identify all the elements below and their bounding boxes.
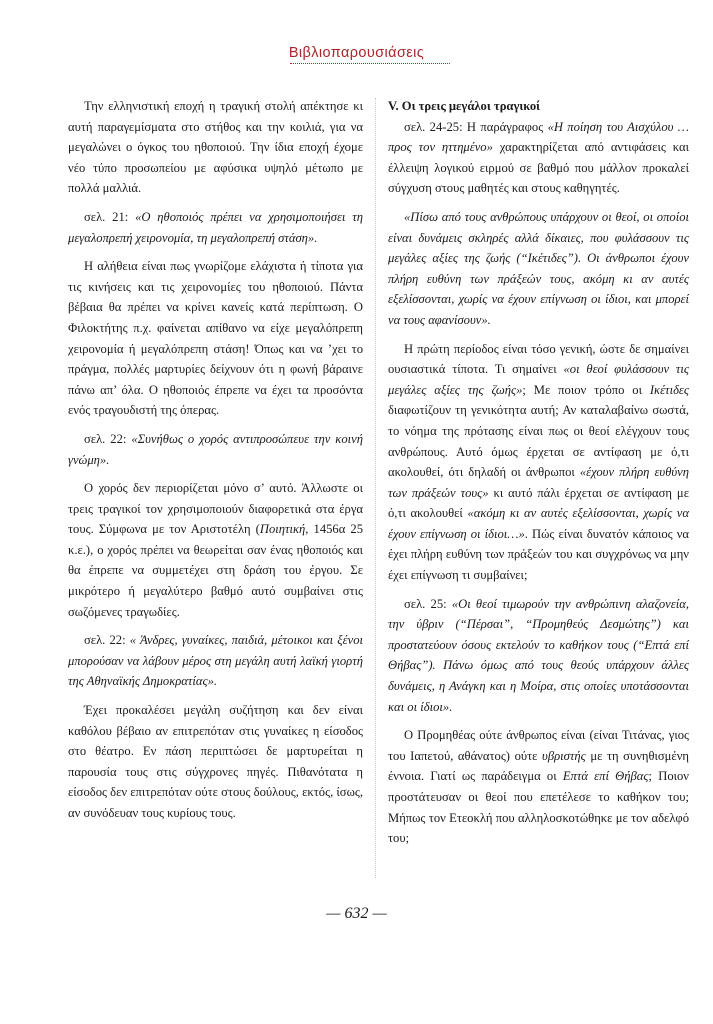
running-header <box>0 44 713 62</box>
quoted-passage: σελ. 22: «Συνήθως ο χορός αντιπροσώπευε την κοινή γνώμη». <box>68 431 363 467</box>
quoted-passage: σελ. 22: « Άνδρες, γυναίκες, παιδιά, μέτοικοι και ξένοι μπορούσαν να λάβουν μέρος στη μεγάλη αυτή λαϊκή γιορτή της Αθηναϊκής Δημοκρατίας». <box>68 633 363 689</box>
section-title: Βιβλιοπαρουσιάσεις <box>288 45 425 61</box>
header-underline <box>290 63 450 64</box>
paragraph: Η αλήθεια είναι πως γνωρίζομε ελάχιστα ή τίποτα για τις κινήσεις και τις χειρονομίες του ηθοποιού. Πάντα βέβαια θα πρέπει να κρίνει κανείς κατά περίπτωση. Ο Φιλοκτήτης π.χ. φαίνεται απίθανο να είχε μεγαλόπρεπη χειρονομία ή μεγαλόπρεπη στάση! Όπως και να ’χει το πράγμα, πολλές μαρτυρίες δείχνουν ότι η φωνή βάραινε πάνω απ’ όλα. Ο ηθοποιός έπρεπε να έχει τα προσόντα ενός τραγουδιστή της όπερας. <box>68 259 363 418</box>
paragraph: Την ελληνιστική εποχή η τραγική στολή απέκτησε κι αυτή παραγεμίσματα στο στήθος και την κοιλιά, για να μεγαλώνει ο όγκος του ηθοποιού. Την ίδια εποχή έχομε νέο τύπο προσωπείου με αφύσικα υψηλό μέτωπο με πολλά μαλλιά. <box>68 99 363 196</box>
section-heading: V. Οι τρεις μεγάλοι τραγικοί <box>388 99 541 113</box>
right-column <box>388 96 689 857</box>
quoted-passage: «Πίσω από τους ανθρώπους υπάρχουν οι θεοί, οι οποίοι είναι δυνάμεις σκληρές αλλά δίκαιες, που φυλάσσουν τις μεγάλες αξίες της ζωής (“Ικέτιδες”). Οι άνθρωποι έχουν πλήρη ευθύνη των πράξεών τους, ακόμη κι αν αυτές εξελίσσονται, χωρίς να έχουν επίγνωση οι ίδιοι, και μπορεί να τους αφανίσουν». <box>388 209 689 327</box>
paragraph: Ο χορός δεν περιορίζεται μόνο σ’ αυτό. Άλλωστε οι τρεις τραγικοί τον χρησιμοποιούν διαφορετικά στα έργα τους. Σύμφωνα με τον Αριστοτέλη (Ποιητική, 1456α 25 κ.ε.), ο χορός πρέπει να θεωρείται σαν ένας ηθοποιός και θα έπρεπε να συμμετέχει στη δράση του έργου. Σε μικρότερο ή μεγαλύτερο βαθμό αυτό συμβαίνει στις σωζόμενες τραγωδίες. <box>68 481 364 619</box>
column-divider <box>375 98 376 878</box>
quoted-passage: σελ. 25: «Οι θεοί τιμωρούν την ανθρώπινη αλαζονεία, την ύβριν (“Πέρσαι”, “Προμηθεύς Δεσμώτης”) και προστατεύουν όσους εκτελούν το καθήκον τους (“Επτά επί Θήβας”). Πάνω όμως από τους θεούς υπάρχουν άλλες δυνάμεις, η Ανάγκη και η Μοίρα, στις οποίες υποτάσσονται και οι ίδιοι». <box>388 596 689 714</box>
page-number: — 632 — <box>326 905 387 922</box>
paragraph: Έχει προκαλέσει μεγάλη συζήτηση και δεν είναι καθόλου βέβαιο αν επιτρεπόταν στις γυναίκες η είσοδος στο θέατρο. Εν πάση περιπτώσει δε μαρτυρείται η παρουσία τους στις σύγχρονες πηγές. Πιθανότατα η είσοδος δεν επιτρεπόταν ούτε στους δούλους, εκτός, ίσως, αν συνόδευαν τους κυρίους τους. <box>68 703 363 820</box>
left-column <box>68 96 363 832</box>
paragraph: σελ. 24-25: Η παράγραφος «Η ποίηση του Αισχύλου … προς τον ηττημένο» χαρακτηρίζεται από αντιφάσεις και έλλειψη λογικού ειρμού σε βαθμό που μάλλον προκαλεί σύγχυση στους μαθητές και στους καθηγητές. <box>388 119 689 196</box>
quoted-passage: σελ. 21: «Ο ηθοποιός πρέπει να χρησιμοποιήσει τη μεγαλοπρεπή χειρονομία, τη μεγαλοπρεπή στάση». <box>68 209 363 245</box>
paragraph: Ο Προμηθέας ούτε άνθρωπος είναι (είναι Τιτάνας, γιος του Ιαπετού, αθάνατος) ούτε υβριστής με τη συνηθισμένη έννοια. Γιατί ως παράδειγμα οι Επτά επί Θήβας; Ποιον προστάτευσαν οι θεοί που επετέλεσε το καθήκον του; Μήπως τον Ετεοκλή που αλληλοσκοτώθηκε με τον αδελφό του; <box>388 728 690 846</box>
paragraph: Η πρώτη περίοδος είναι τόσο γενική, ώστε δε σημαίνει ουσιαστικά τίποτα. Τι σημαίνει «οι θεοί φυλάσσουν τις μεγάλες αξίες της ζωής»; Με ποιον τρόπο οι Ικέτιδες διαφωτίζουν τη γενικότητα αυτή; Αν καταλαβαίνω σωστά, το νόημα της πρότασης είναι πως οι θεοί ελέγχουν τους ανθρώπους. Αυτό όμως έρχεται σε αντίφαση με ό,τι ακολουθεί, ότι δηλαδή οι άνθρωποι «έχουν πλήρη ευθύνη των πράξεών τους» κι αυτό πάλι έρχεται σε αντίφαση με ό,τι ακολουθεί «ακόμη κι αν αυτές εξελίσσονται, χωρίς να έχουν επίγνωση οι ίδιοι…». Πώς είναι δυνατόν κάποιος να έχει πλήρη ευθύνη των πράξεών του και συγχρόνως να μην έχει επίγνωση τι συμβαίνει; <box>388 341 690 583</box>
